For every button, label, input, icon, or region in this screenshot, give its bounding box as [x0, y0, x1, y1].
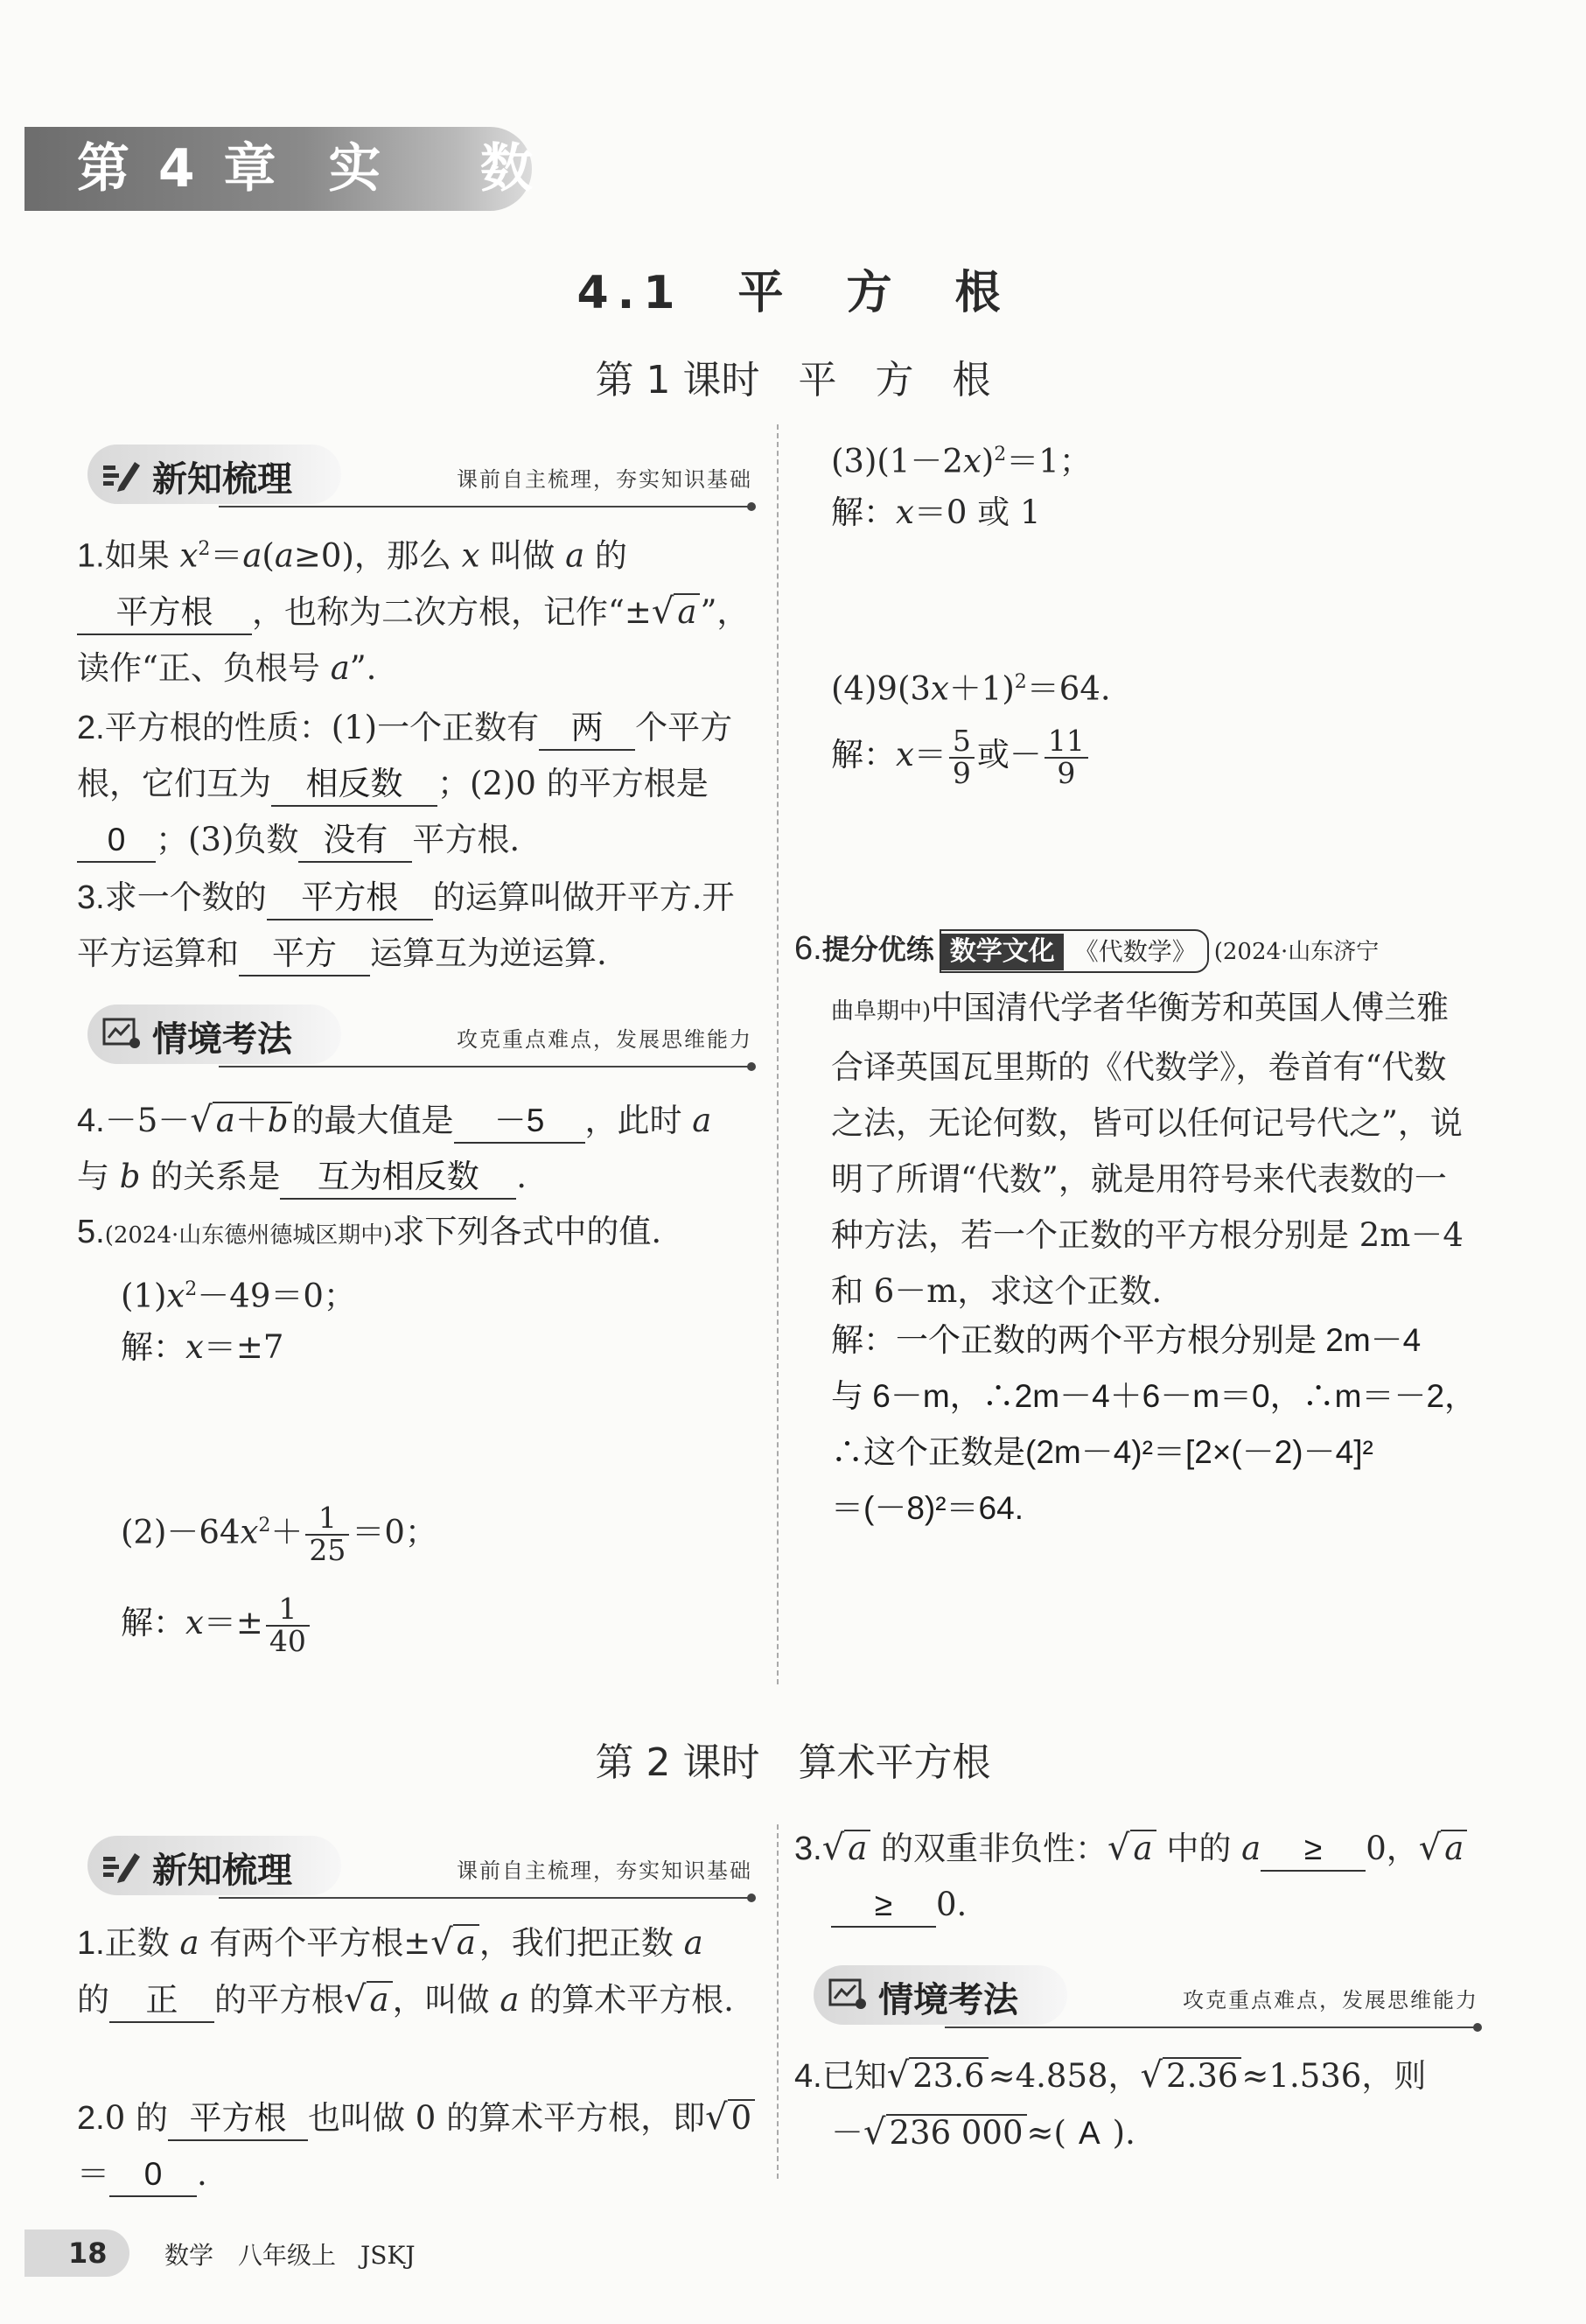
l2-question-1: 1.正数 a 有两个平方根±√ a ，我们把正数 a 的 正 的平方根√ a ，叫做 a 的算术平方根.: [77, 1914, 759, 2028]
section-name: 新知梳理: [152, 1851, 292, 1891]
answer-blank: 正: [109, 1979, 214, 2023]
answer-blank: 平方根: [77, 592, 252, 635]
pencil-icon: [101, 457, 142, 492]
section-tag: 课前自主梳理，夯实知识基础: [457, 467, 752, 492]
footer-text: 数学 八年级上 JSKJ: [164, 2241, 416, 2270]
q5-part2-solution: 解：x＝± $\frac{1}{40}$: [121, 1594, 312, 1656]
question-6-header: 6.提分优练 数学文化 《代数学》 (2024·山东济宁: [794, 920, 1485, 980]
q5-part4-solution: 解：x＝ $\frac{5}{9}$ 或－ $\frac{11}{9}$: [831, 726, 1091, 788]
lesson2-title: 第 2 课时 算术平方根: [595, 1740, 991, 1785]
section-name: 新知梳理: [152, 459, 292, 500]
chart-board-icon: [101, 1017, 142, 1052]
question-1: 1.如果 $x^2=a(a\ge 0)$，那么 x 叫做 a 的平方根 ，也称为二次方根，记作“±√ a ”，读作“正、负根号 a”.: [77, 536, 750, 688]
section-name: 情境考法: [152, 1019, 292, 1060]
new-knowledge-header: [87, 444, 752, 508]
answer-blank: 相反数: [271, 763, 437, 807]
pencil-icon: [101, 1848, 142, 1883]
answer-blank: 没有: [298, 819, 412, 863]
answer-blank: 平方根: [267, 877, 433, 920]
l2-question-3: 3.√ a 的双重非负性：√ a 中的 a ≥ 0，√ a ≥ 0.: [794, 1820, 1485, 1933]
question-3: 3.求一个数的 平方根 的运算叫做开平方.开平方运算和 平方 运算互为逆运算.: [77, 870, 759, 982]
q5-part3: $(3)(1-2x)^2=1$；: [831, 442, 1092, 480]
column-divider: [777, 1824, 779, 2179]
column-divider: [777, 424, 779, 1684]
q5-part1: $(1)x^2-49=0$；: [121, 1277, 356, 1315]
section-name: 情境考法: [878, 1980, 1018, 2020]
page-number: 18: [24, 2230, 129, 2277]
answer-blank: 互为相反数: [280, 1156, 516, 1200]
answer-blank: －5: [454, 1100, 585, 1144]
situation-header-2: [814, 1965, 1478, 2028]
question-6-text: 曲阜期中)中国清代学者华衡芳和英国人傅兰雅合译英国瓦里斯的《代数学》，卷首有“代数之法，无论何数，皆可以任何记号代之”，说明了所谓“代数”，就是用符号来代表数的一种方法，若一个正数的平方根分别是 2m－4 和 6－m，求这个正数.: [831, 989, 1464, 1310]
question-6-solution: 解：一个正数的两个平方根分别是 2m－4 与 6－m，∴2m－4＋6－m＝0，∴m＝－2， ∴这个正数是(2m－4)²＝[2×(－2)－4]² ＝(－8)²＝64.: [831, 1322, 1478, 1526]
q5-part1-solution: 解：x＝±7: [121, 1328, 284, 1366]
section-title: 4.1 平 方 根: [576, 267, 1010, 319]
l2-question-2: 2.0 的 平方根 也叫做 0 的算术平方根，即√ 0 ＝ 0 .: [77, 2090, 759, 2202]
answer-blank: ≥: [831, 1884, 936, 1928]
question-4: 4.－5－√ a＋b 的最大值是 －5 ，此时 a 与 b 的关系是 互为相反数 .: [77, 1092, 759, 1205]
section-tag: 攻克重点难点，发展思维能力: [1183, 1988, 1478, 2012]
new-knowledge-header-2: [87, 1836, 752, 1899]
q5-part2: $(2)-64x^2+$ $\frac{1}{25}$ ＝0；: [121, 1501, 437, 1567]
lesson1-title: 第 1 课时 平 方 根: [595, 358, 991, 402]
answer-blank: 0: [109, 2153, 197, 2197]
section-tag: 攻克重点难点，发展思维能力: [457, 1027, 752, 1052]
section-tag: 课前自主梳理，夯实知识基础: [457, 1858, 752, 1883]
q5-part4: $(4)9(3x+1)^2=64$.: [831, 669, 1111, 708]
culture-badge: 数学文化 《代数学》: [940, 929, 1209, 973]
answer-choice: A: [1078, 2115, 1100, 2151]
answer-blank: ≥: [1261, 1828, 1366, 1872]
situation-header: [87, 1004, 752, 1068]
q5-part3-solution: 解：x＝0 或 1: [831, 494, 1041, 531]
answer-blank: 平方根: [168, 2097, 308, 2141]
q6-label: 提分优练: [821, 933, 934, 966]
chart-board-icon: [828, 1978, 868, 2012]
answer-blank: 0: [77, 819, 156, 863]
chapter-title: 实 数: [328, 138, 538, 200]
answer-blank: 平方: [239, 933, 370, 976]
l2-question-4: 4.已知√ 23.6 ≈4.858，√ 2.36 ≈1.536，则 －√ 236 000 ≈( A ).: [794, 2055, 1427, 2152]
answer-blank: 两: [539, 707, 635, 751]
chapter-number: 第 4 章: [77, 138, 282, 200]
question-5: 5.(2024·山东德州德城区期中)求下列各式中的值.: [77, 1213, 662, 1250]
chapter-banner: [24, 127, 538, 211]
question-2: 2.平方根的性质：(1)一个正数有 两 个平方根，它们互为 相反数 ；(2)0 的平方根是0 ；(3)负数 没有 平方根.: [77, 700, 759, 868]
